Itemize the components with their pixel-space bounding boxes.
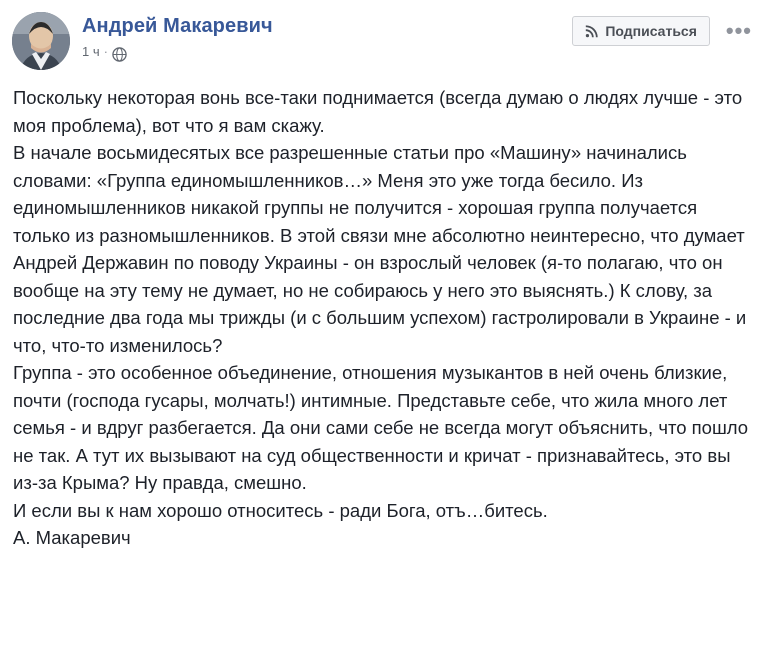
post-meta: [82, 44, 754, 60]
post-paragraph: И если вы к нам хорошо относитесь - ради Бога, отъ…битесь.: [13, 499, 548, 521]
post-paragraph: В начале восьмидесятых все разрешенные статьи про «Машину» начинались словами: «Группа единомышленников…» Меня это уже тогда бесило. Из единомышленников никакой группы не получится - хорошая группа получается только из разномышленников. В этой связи мне абсолютно неинтересно, что думает Андрей Державин по поводу Украины - он взрослый человек (я-то полагаю, что он вообще на эту тему не думает, но не собираюсь у него это выяснять.) К слову, за последние два года мы трижды (и с большим успехом) гастролировали в Украине - и что, что-то изменилось?: [13, 142, 747, 356]
post-paragraph: Группа - это особенное объединение, отношения музыкантов в ней очень близкие, почти (господа гусары, молчать!) интимные. Представьте себе, что жила много лет семья - и вдруг разбегается. Да они сами себе не всегда могут объяснить, что пошло не так. А тут их вызывают на суд общественности и кричат - признавайтесь, это вы из-за Крыма? Ну правда, смешно.: [13, 362, 749, 493]
globe-icon[interactable]: [112, 47, 127, 62]
follow-button-label: Подписаться: [605, 23, 697, 39]
follow-button[interactable]: [572, 16, 710, 46]
author-name[interactable]: Андрей Макаревич: [82, 15, 273, 37]
post-paragraph: А. Макаревич: [13, 527, 131, 548]
post-timestamp[interactable]: 1 ч: [82, 44, 100, 59]
rss-icon: [585, 25, 598, 38]
meta-separator: ·: [103, 44, 108, 59]
header-actions: [572, 16, 754, 46]
more-options-icon[interactable]: •••: [725, 18, 752, 43]
post-header: [0, 0, 768, 70]
avatar[interactable]: [12, 12, 70, 70]
post-text: [0, 70, 768, 552]
post-paragraph: Поскольку некоторая вонь все-таки поднимается (всегда думаю о людях лучше - это моя проблема), вот что я вам скажу.: [13, 87, 743, 136]
